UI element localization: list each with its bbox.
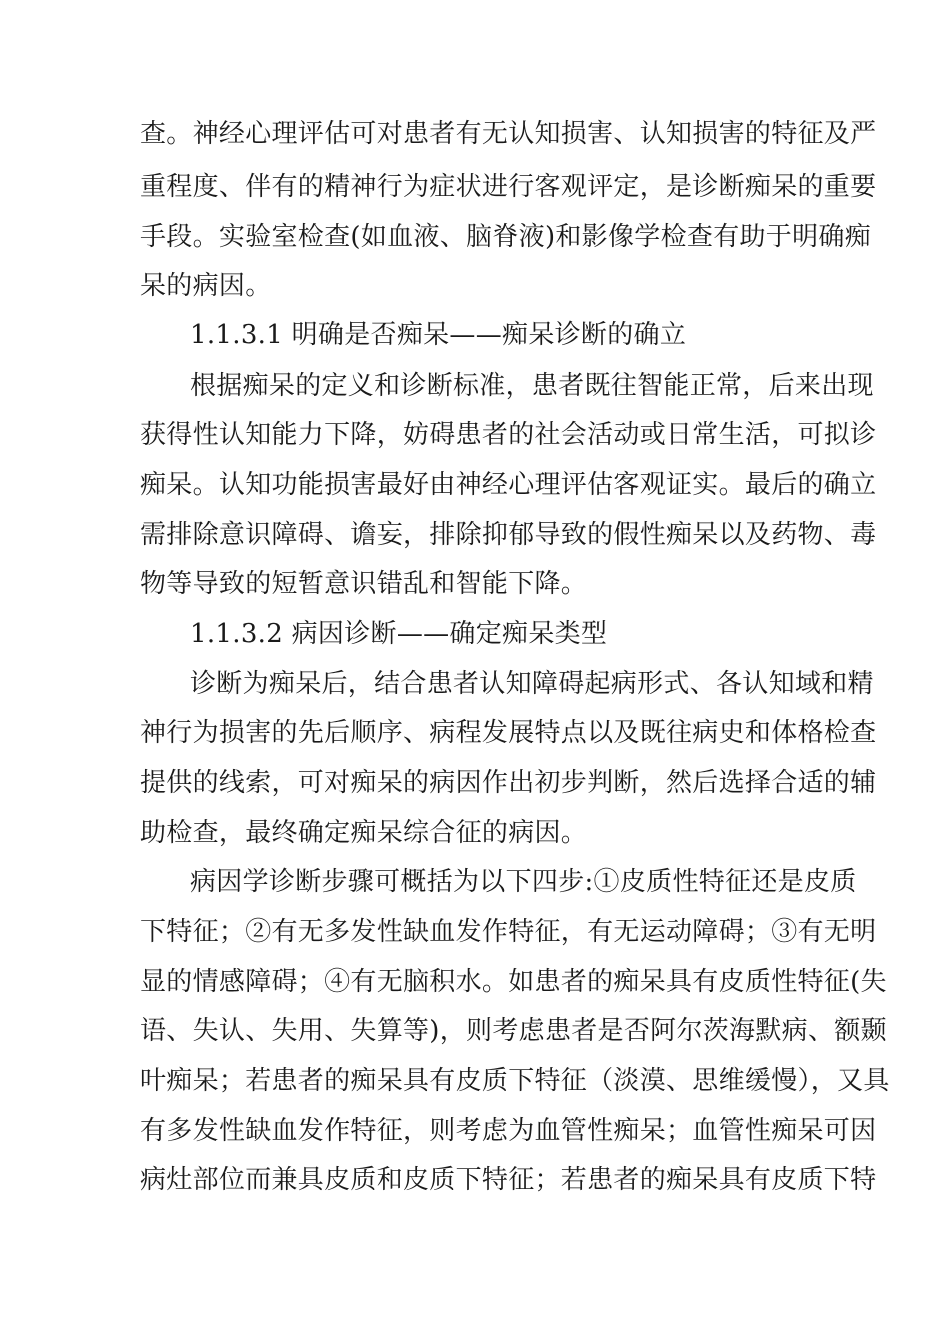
text-line: 病因学诊断步骤可概括为以下四步:①皮质性特征还是皮质 (190, 867, 857, 897)
text-line: 叶痴呆；若患者的痴呆具有皮质下特征（淡漠、思维缓慢），又具 (140, 1066, 890, 1096)
text-line: 获得性认知能力下降，妨碍患者的社会活动或日常生活，可拟诊 (140, 420, 877, 450)
section-heading: 1.1.3.1 明确是否痴呆——痴呆诊断的确立 (190, 320, 687, 350)
text-line: 需排除意识障碍、谵妄，排除抑郁导致的假性痴呆以及药物、毒 (140, 520, 877, 550)
text-line: 重程度、伴有的精神行为症状进行客观评定，是诊断痴呆的重要 (140, 172, 877, 202)
text-line: 提供的线索，可对痴呆的病因作出初步判断，然后选择合适的辅 (140, 768, 877, 798)
text-line: 根据痴呆的定义和诊断标准，患者既往智能正常，后来出现 (190, 371, 874, 401)
section-heading: 1.1.3.2 病因诊断——确定痴呆类型 (190, 619, 608, 649)
text-line: 神行为损害的先后顺序、病程发展特点以及既往病史和体格检查 (140, 718, 877, 748)
text-line: 呆的病因。 (140, 271, 272, 301)
text-line: 下特征；②有无多发性缺血发作特征，有无运动障碍；③有无明 (140, 917, 877, 947)
text-line: 有多发性缺血发作特征，则考虑为血管性痴呆；血管性痴呆可因 (140, 1116, 877, 1146)
text-line: 手段。实验室检查(如血液、脑脊液)和影像学检查有助于明确痴 (140, 222, 871, 252)
text-line: 物等导致的短暂意识错乱和智能下降。 (140, 569, 588, 599)
text-line: 病灶部位而兼具皮质和皮质下特征；若患者的痴呆具有皮质下特 (140, 1165, 877, 1195)
text-line: 显的情感障碍；④有无脑积水。如患者的痴呆具有皮质性特征(失 (140, 967, 887, 997)
text-line: 助检查，最终确定痴呆综合征的病因。 (140, 818, 588, 848)
text-line: 查。神经心理评估可对患者有无认知损害、认知损害的特征及严 (140, 119, 877, 149)
text-line: 诊断为痴呆后，结合患者认知障碍起病形式、各认知域和精 (190, 669, 874, 699)
text-line: 痴呆。认知功能损害最好由神经心理评估客观证实。最后的确立 (140, 470, 877, 500)
text-line: 语、失认、失用、失算等)，则考虑患者是否阿尔茨海默病、额颞 (140, 1016, 887, 1046)
